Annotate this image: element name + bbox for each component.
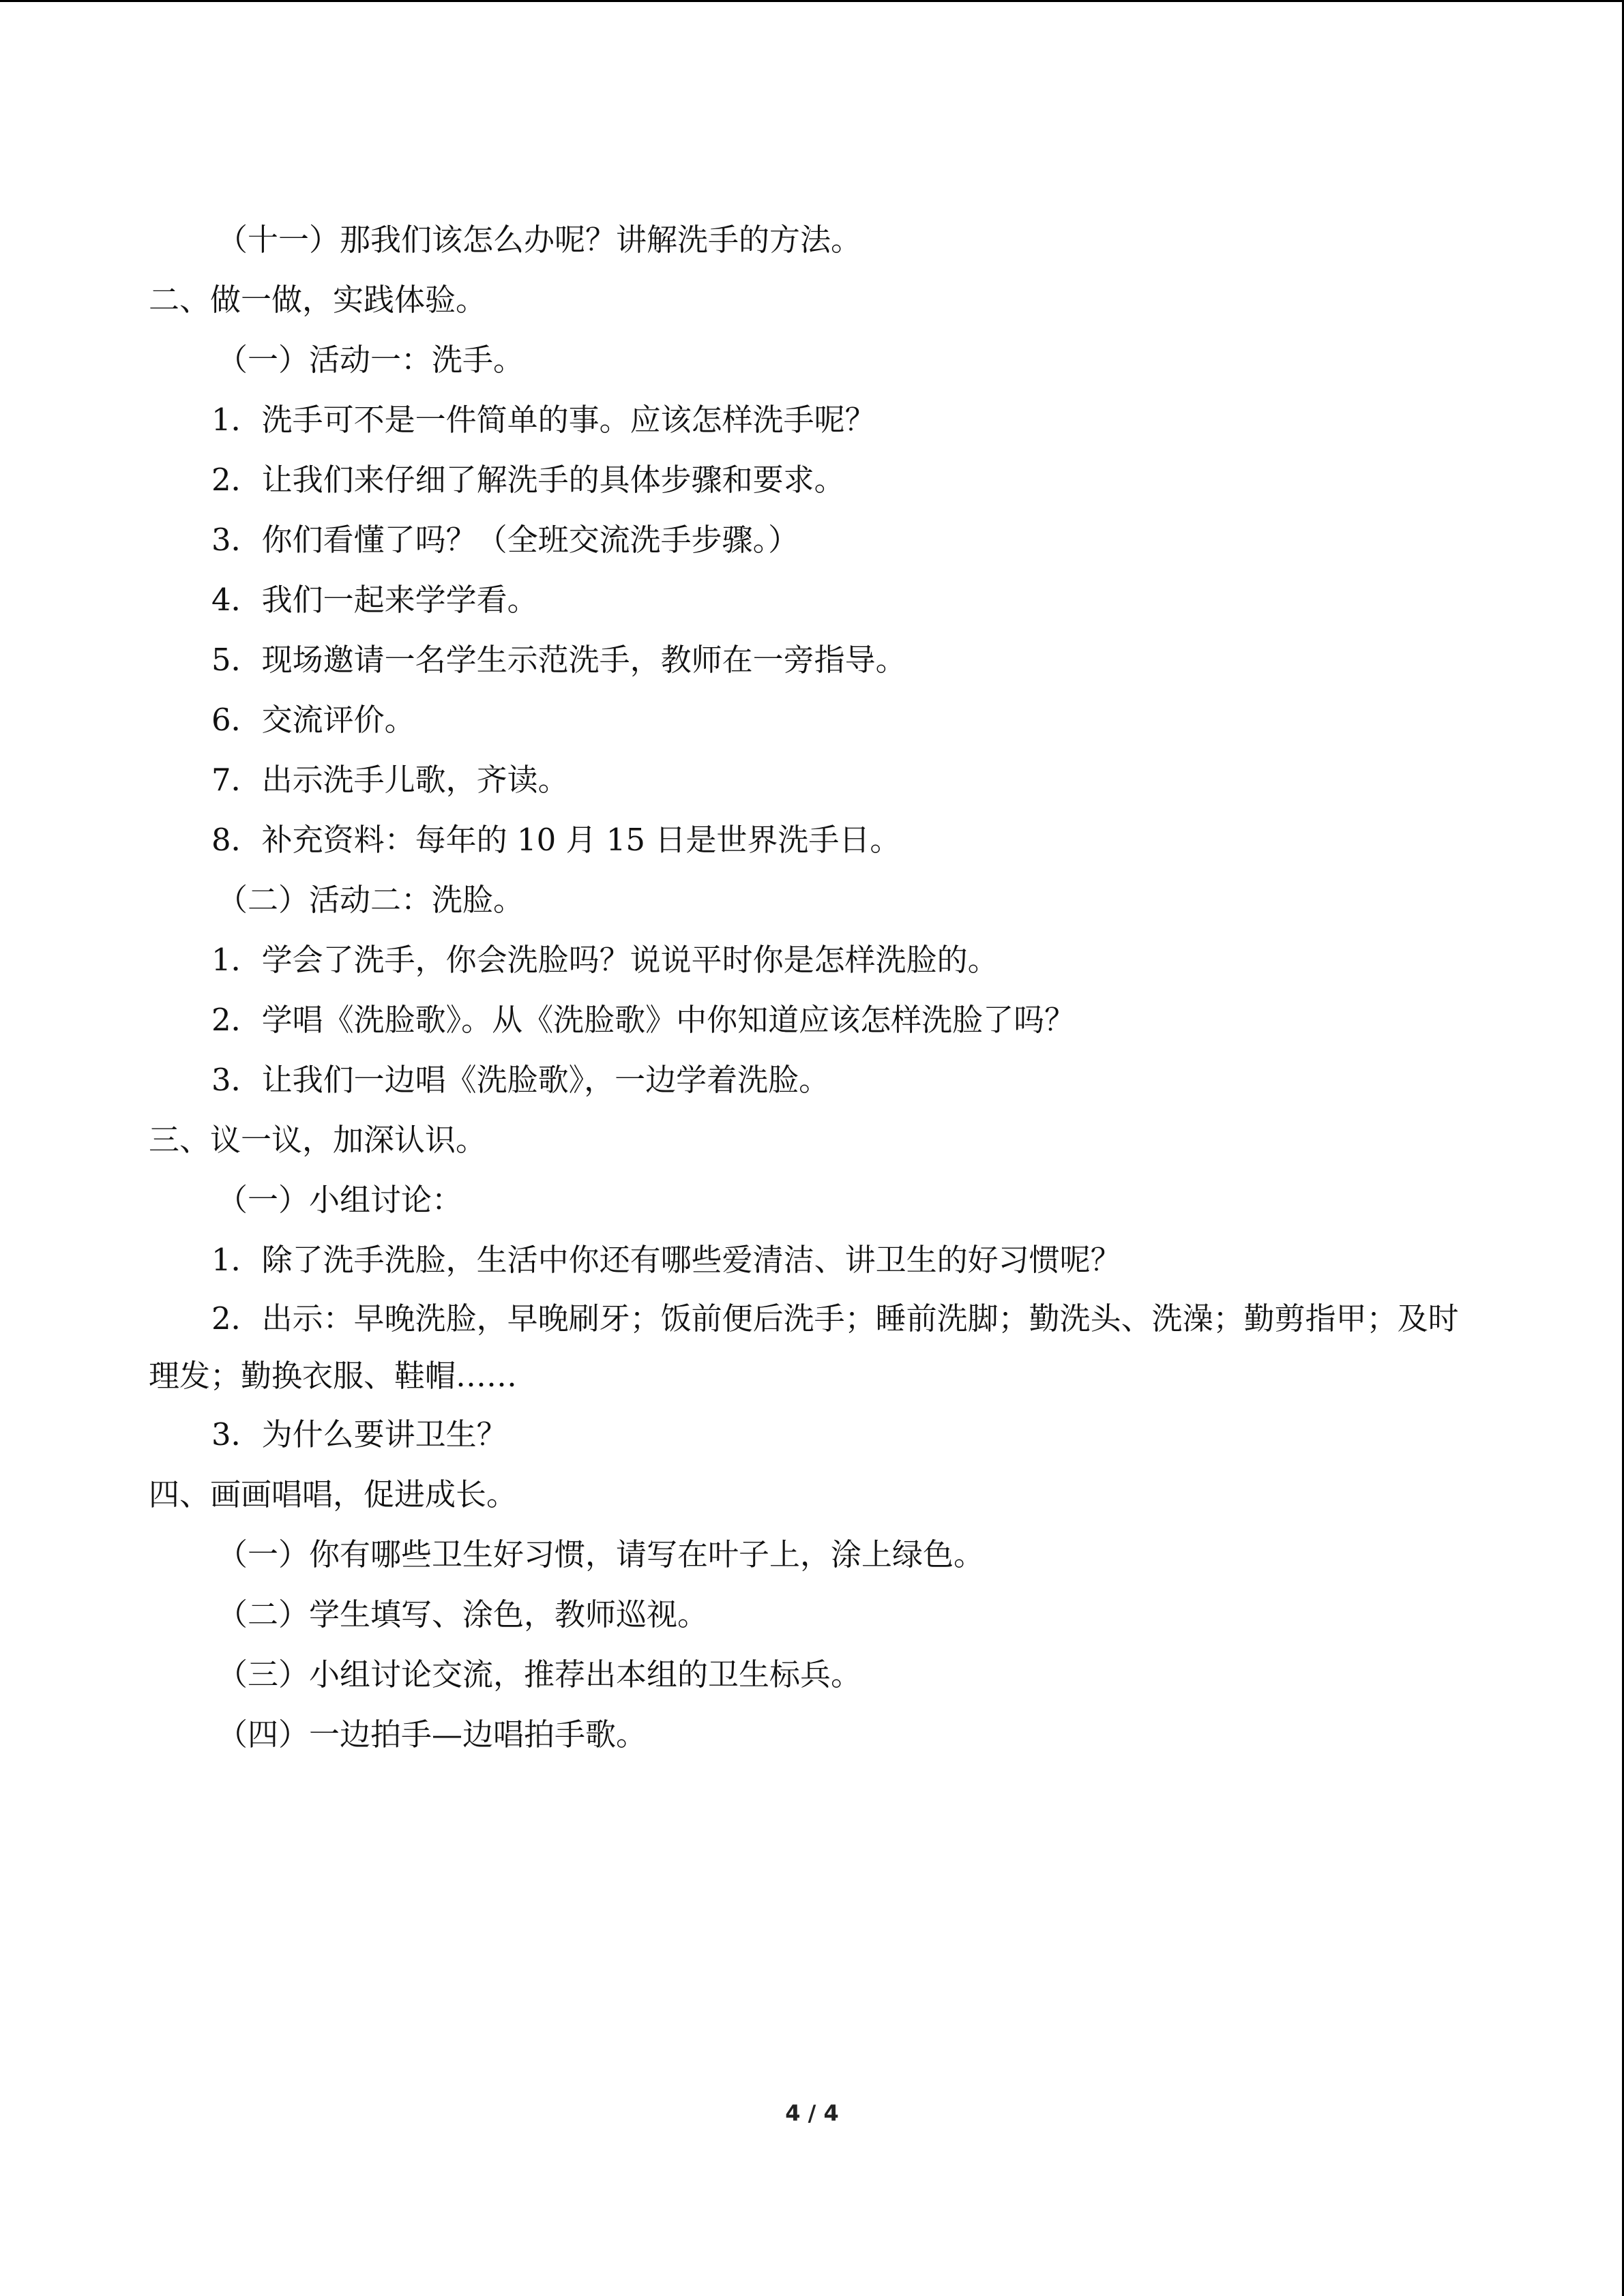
section-heading: （一）活动一：洗手。 bbox=[217, 342, 525, 378]
list-item: 2．学唱《洗脸歌》。从《洗脸歌》中你知道应该怎样洗脸了吗？ bbox=[211, 1002, 1076, 1038]
list-item-wrapped: 2．出示：早晚洗脸，早晚刷牙；饭前便后洗手；睡前洗脚；勤洗头、洗澡；勤剪指甲；及时理发；勤换衣服、鞋帽…… bbox=[149, 1300, 1459, 1394]
section-heading: （三）小组讨论交流，推荐出本组的卫生标兵。 bbox=[217, 1656, 862, 1693]
list-item: 4．我们一起来学学看。 bbox=[211, 582, 538, 618]
chapter-heading: 四、画画唱唱，促进成长。 bbox=[149, 1476, 518, 1512]
list-item: 8．补充资料：每年的 10 月 15 日是世界洗手日。 bbox=[211, 822, 901, 858]
list-item: 3．为什么要讲卫生？ bbox=[211, 1416, 507, 1452]
section-heading: （十一）那我们该怎么办呢？讲解洗手的方法。 bbox=[217, 222, 862, 258]
section-heading: （一）小组讨论： bbox=[217, 1182, 463, 1218]
list-item: 1．除了洗手洗脸，生活中你还有哪些爱清洁、讲卫生的好习惯呢？ bbox=[211, 1242, 1121, 1278]
list-item: 2．让我们来仔细了解洗手的具体步骤和要求。 bbox=[211, 462, 845, 498]
section-heading: （二）学生填写、涂色，教师巡视。 bbox=[217, 1596, 709, 1632]
section-heading: （一）你有哪些卫生好习惯，请写在叶子上，涂上绿色。 bbox=[217, 1536, 985, 1572]
list-item: 5．现场邀请一名学生示范洗手，教师在一旁指导。 bbox=[211, 642, 906, 678]
list-item: 1．洗手可不是一件简单的事。应该怎样洗手呢？ bbox=[211, 402, 876, 438]
chapter-heading: 二、做一做，实践体验。 bbox=[149, 282, 487, 318]
list-item: 6．交流评价。 bbox=[211, 702, 415, 738]
page-number: 4 / 4 bbox=[785, 2100, 839, 2126]
document-body bbox=[149, 210, 1479, 1765]
section-heading: （二）活动二：洗脸。 bbox=[217, 882, 525, 918]
list-item: 3．你们看懂了吗？（全班交流洗手步骤。） bbox=[211, 522, 799, 558]
list-item: 3．让我们一边唱《洗脸歌》，一边学着洗脸。 bbox=[211, 1062, 830, 1098]
chapter-heading: 三、议一议，加深认识。 bbox=[149, 1122, 487, 1158]
list-item: 7．出示洗手儿歌，齐读。 bbox=[211, 762, 569, 798]
list-item: 1．学会了洗手，你会洗脸吗？说说平时你是怎样洗脸的。 bbox=[211, 942, 999, 978]
section-heading: （四）一边拍手—边唱拍手歌。 bbox=[217, 1716, 647, 1753]
